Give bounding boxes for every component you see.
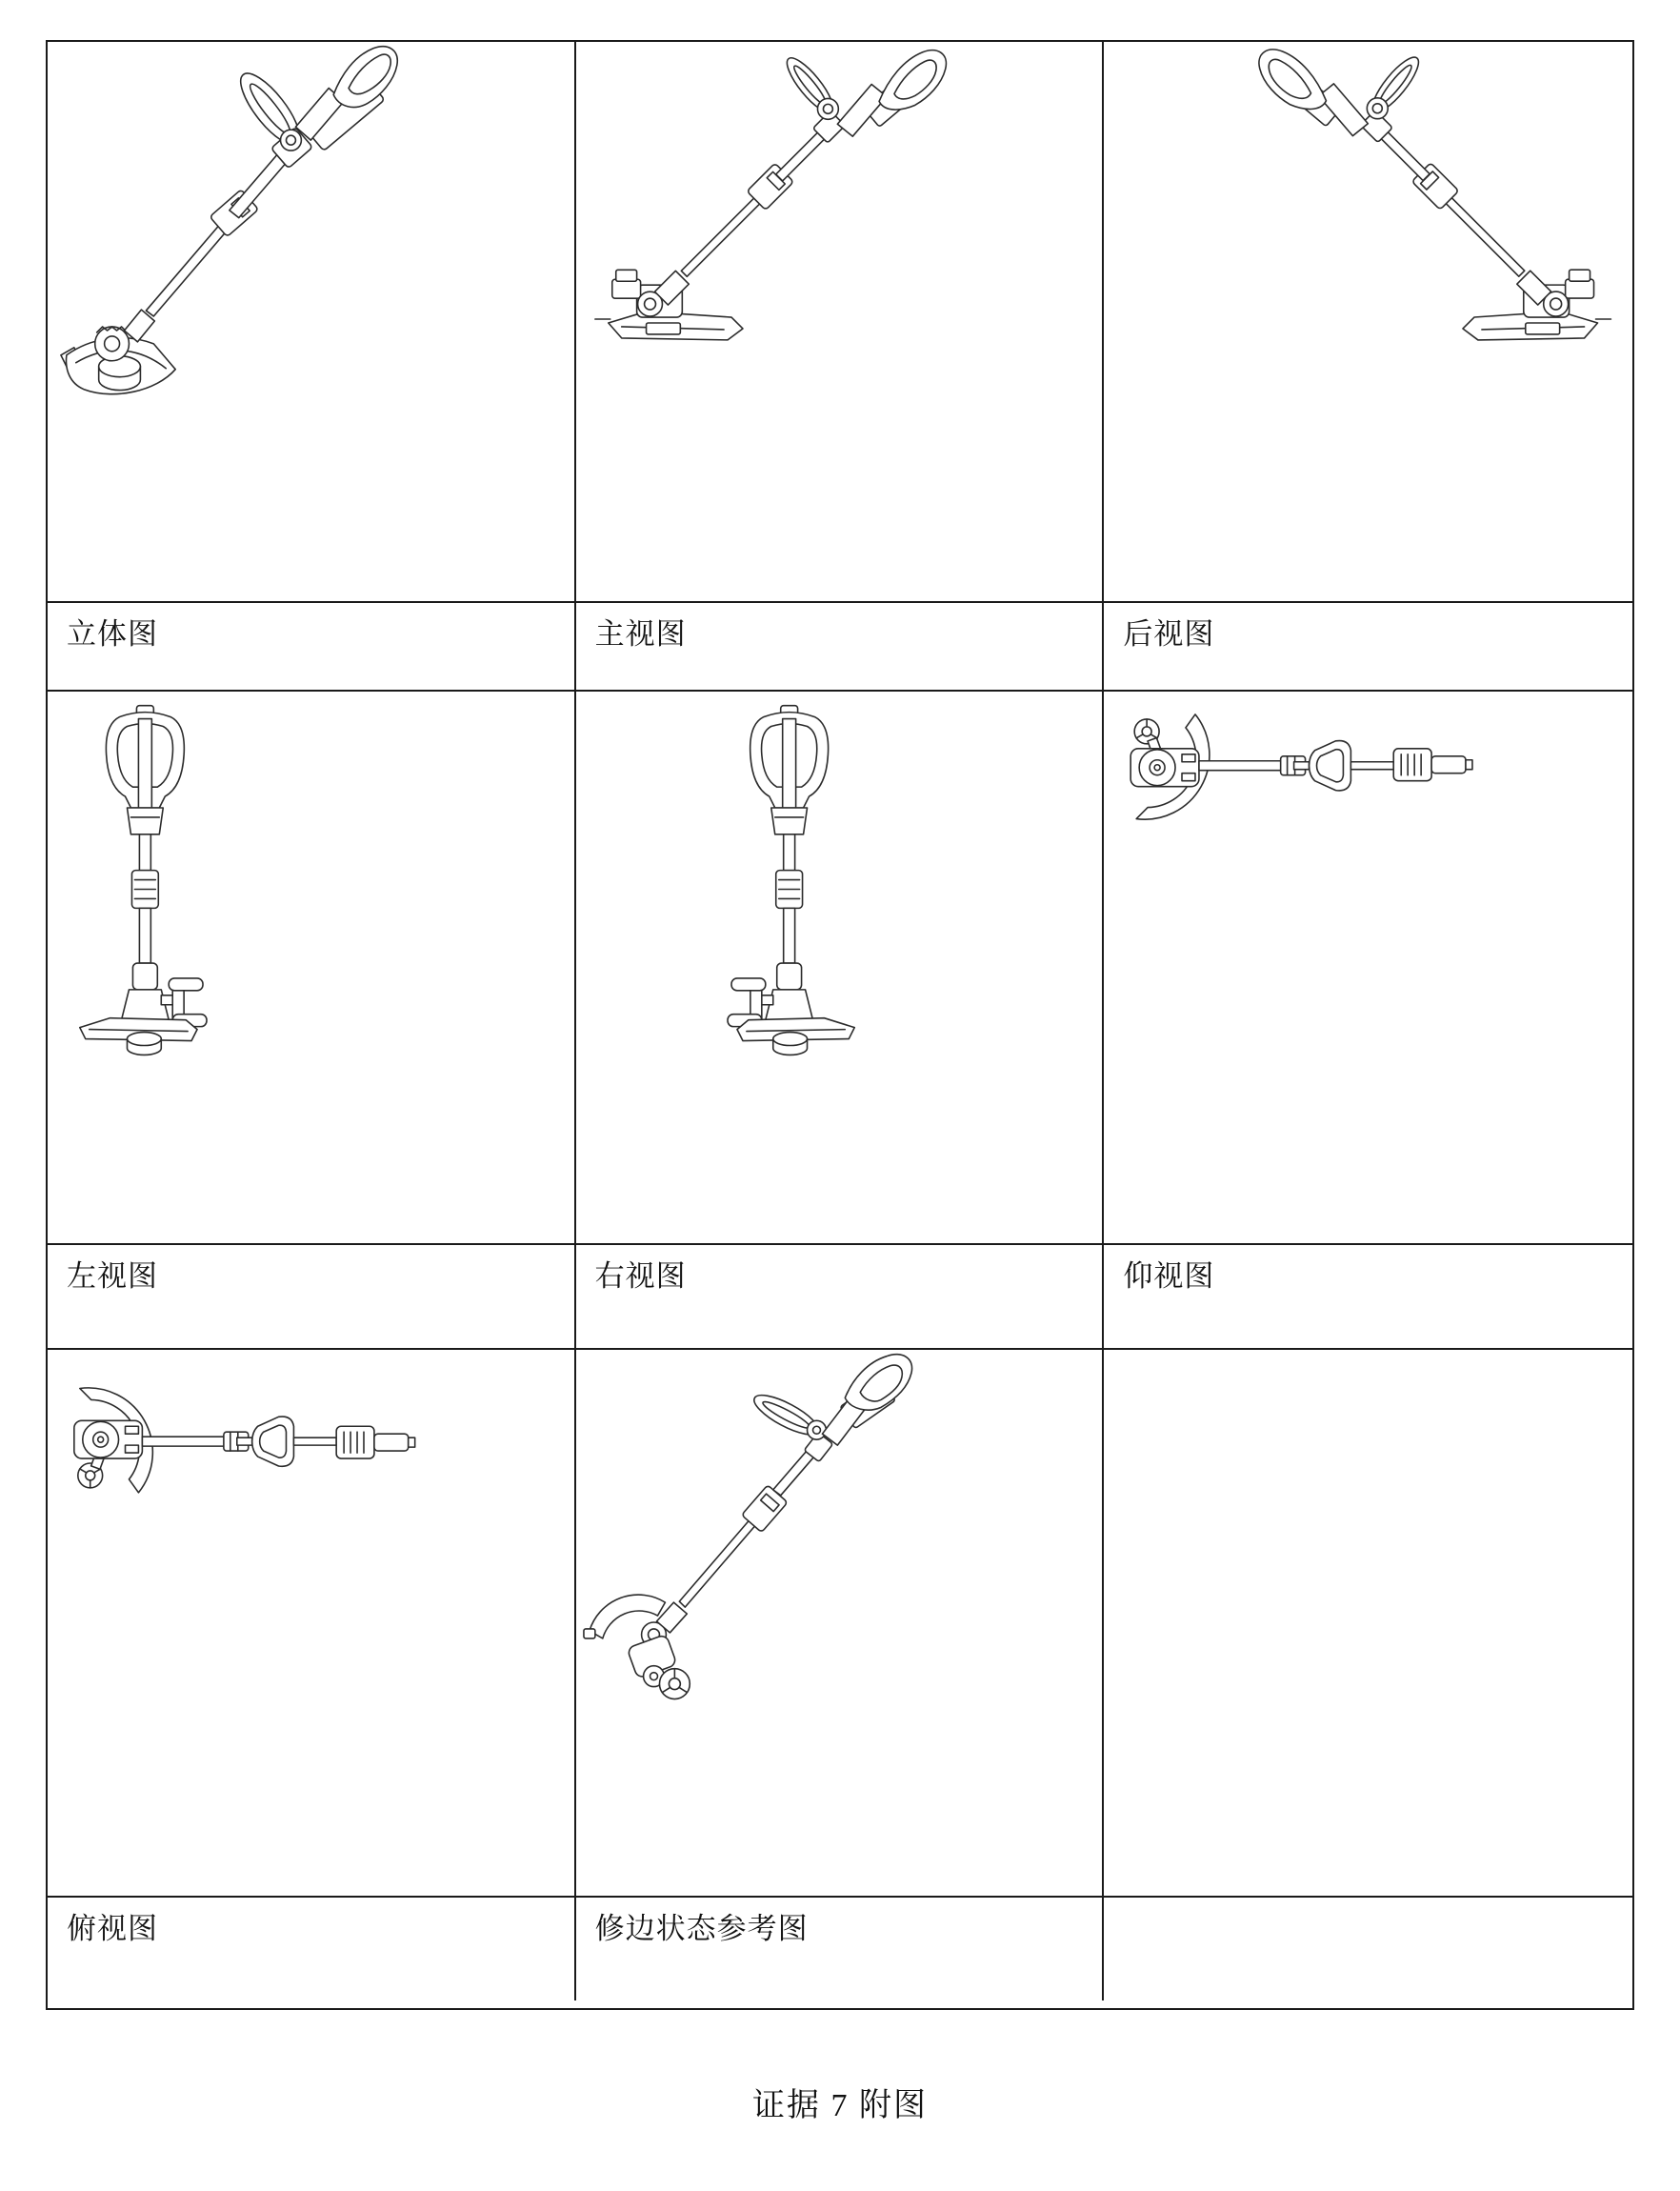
figure-cell-left-view: [48, 692, 576, 1245]
view-label-edging-state-reference: [576, 1898, 1105, 2000]
top-view-drawing: [48, 1350, 574, 1896]
figure-cell-top-view: [48, 1350, 576, 1898]
figure-cell-perspective-view: [48, 42, 576, 603]
figure-cell-front-view: [576, 42, 1105, 603]
figure-cell-rear-view: [1104, 42, 1632, 603]
view-label-top: [48, 1898, 576, 2000]
view-label-rear: [1104, 603, 1632, 692]
perspective-view-drawing: [48, 42, 574, 601]
view-label-text: 修边状态参考图: [594, 1912, 809, 1945]
view-label-right: [576, 1245, 1105, 1350]
view-label-front: [576, 603, 1105, 692]
figure-cell-empty: [1104, 1350, 1632, 1898]
front-view-drawing: [576, 42, 1103, 601]
figure-table: [46, 40, 1634, 2010]
view-label-bottom: [1104, 1245, 1632, 1350]
page-caption: 证据 7 附图: [752, 2088, 928, 2123]
view-label-text: 主视图: [594, 617, 687, 651]
view-label-text: 仰视图: [1123, 1259, 1215, 1293]
edging-state-reference-drawing: [576, 1350, 1103, 1896]
figure-cell-right-view: [576, 692, 1105, 1245]
rear-view-drawing: [1104, 42, 1632, 601]
view-label-text: 立体图: [67, 617, 158, 651]
figure-cell-edging-state-reference: [576, 1350, 1105, 1898]
view-label-empty: [1104, 1898, 1632, 2000]
view-label-text: 后视图: [1123, 617, 1215, 651]
figure-cell-bottom-view: [1104, 692, 1632, 1245]
view-label-perspective: [48, 603, 576, 692]
view-label-text: 右视图: [594, 1259, 687, 1293]
view-label-text: 左视图: [67, 1259, 158, 1293]
bottom-view-drawing: [1104, 692, 1632, 1243]
right-view-drawing: [576, 692, 1103, 1243]
view-label-left: [48, 1245, 576, 1350]
view-label-text: 俯视图: [67, 1912, 158, 1945]
left-view-drawing: [48, 692, 574, 1243]
